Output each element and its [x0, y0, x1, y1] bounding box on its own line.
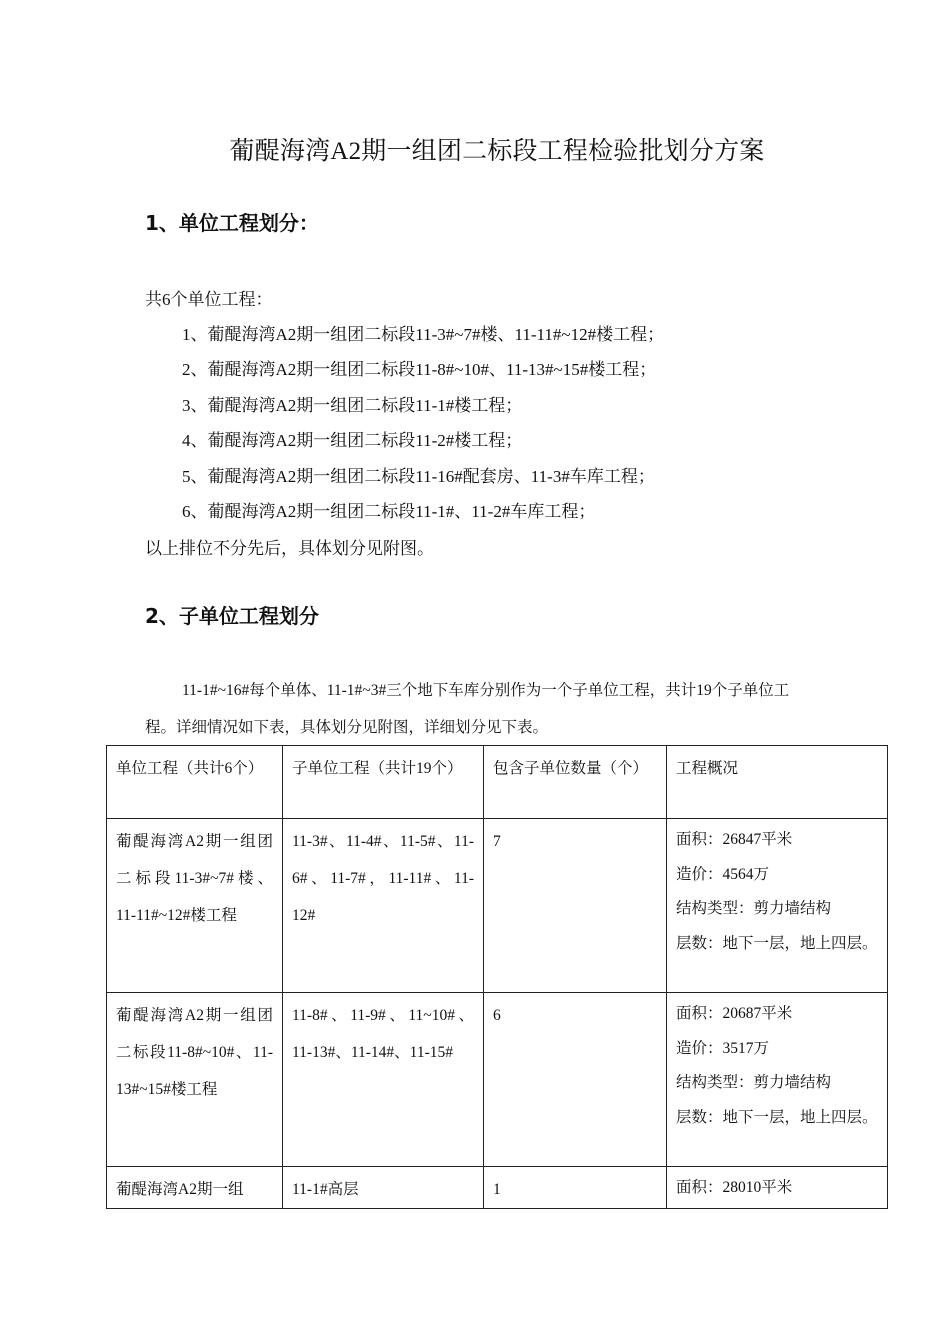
section2-paragraph-line1: 11-1#~16#每个单体、11-1#~3#三个地下车库分别作为一个子单位工程，共计19个子单位工 [182, 682, 790, 699]
cell-count: 6 [484, 993, 667, 1167]
cell-sub-units: 11-3#、11-4#、11-5#、11-6#、11-7#，11-11#、11-12# [283, 819, 484, 993]
header-unit: 单位工程（共计6个） [107, 746, 283, 819]
unit-item-3: 3、葡醍海湾A2期一组团二标段11-1#楼工程； [182, 396, 523, 415]
document-title: 葡醍海湾A2期一组团二标段工程检验批划分方案 [229, 138, 765, 165]
section2-paragraph-line2: 程。详细情况如下表，具体划分见附图，详细划分见下表。 [145, 719, 549, 736]
section1-intro: 共6个单位工程： [145, 290, 273, 309]
cell-sub-units: 11-1#高层 [283, 1167, 484, 1209]
cell-sub-units: 11-8#、11-9#、11~10#、11-13#、11-14#、11-15# [283, 993, 484, 1167]
cell-unit: 葡醍海湾A2期一组 [107, 1167, 283, 1209]
cell-overview [667, 993, 888, 1167]
section1-heading: 1、单位工程划分： [145, 211, 319, 235]
overview-structure: 结构类型：剪力墙结构 [676, 900, 832, 917]
unit-item-2: 2、葡醍海湾A2期一组团二标段11-8#~10#、11-13#~15#楼工程； [182, 360, 657, 379]
header-count: 包含子单位数量（个） [484, 746, 667, 819]
overview-area: 面积：26847平米 [676, 831, 793, 848]
overview-cost: 造价：4564万 [676, 865, 770, 883]
overview-cost: 造价：3517万 [676, 1039, 770, 1057]
unit-item-1: 1、葡醍海湾A2期一组团二标段11-3#~7#楼、11-11#~12#楼工程； [182, 325, 665, 344]
unit-item-5: 5、葡醍海湾A2期一组团二标段11-16#配套房、11-3#车库工程； [182, 467, 655, 486]
table-header-row [107, 746, 888, 819]
overview-area: 面积：28010平米 [676, 1179, 793, 1196]
table-row [107, 1167, 888, 1209]
cell-count: 1 [484, 1167, 667, 1209]
section2-heading: 2、子单位工程划分 [145, 604, 319, 628]
overview-structure: 结构类型：剪力墙结构 [676, 1074, 832, 1091]
header-sub-unit: 子单位工程（共计19个） [283, 746, 484, 819]
overview-area: 面积：20687平米 [676, 1005, 793, 1022]
overview-floors: 层数：地下一层，地上四层。 [676, 934, 878, 952]
unit-item-4: 4、葡醍海湾A2期一组团二标段11-2#楼工程； [182, 431, 523, 450]
table-row [107, 993, 888, 1167]
section1-note: 以上排位不分先后，具体划分见附图。 [145, 539, 434, 558]
cell-count: 7 [484, 819, 667, 993]
cell-unit: 葡醍海湾A2期一组团二标段11-8#~10#、11-13#~15#楼工程 [107, 993, 283, 1167]
cell-overview [667, 1167, 888, 1209]
table-row [107, 819, 888, 993]
header-overview: 工程概况 [667, 746, 888, 819]
sub-unit-table [106, 745, 888, 1209]
cell-overview [667, 819, 888, 993]
overview-floors: 层数：地下一层，地上四层。 [676, 1108, 878, 1126]
unit-item-6: 6、葡醍海湾A2期一组团二标段11-1#、11-2#车库工程； [182, 502, 596, 521]
cell-unit: 葡醍海湾A2期一组团二标段11-3#~7#楼、11-11#~12#楼工程 [107, 819, 283, 993]
